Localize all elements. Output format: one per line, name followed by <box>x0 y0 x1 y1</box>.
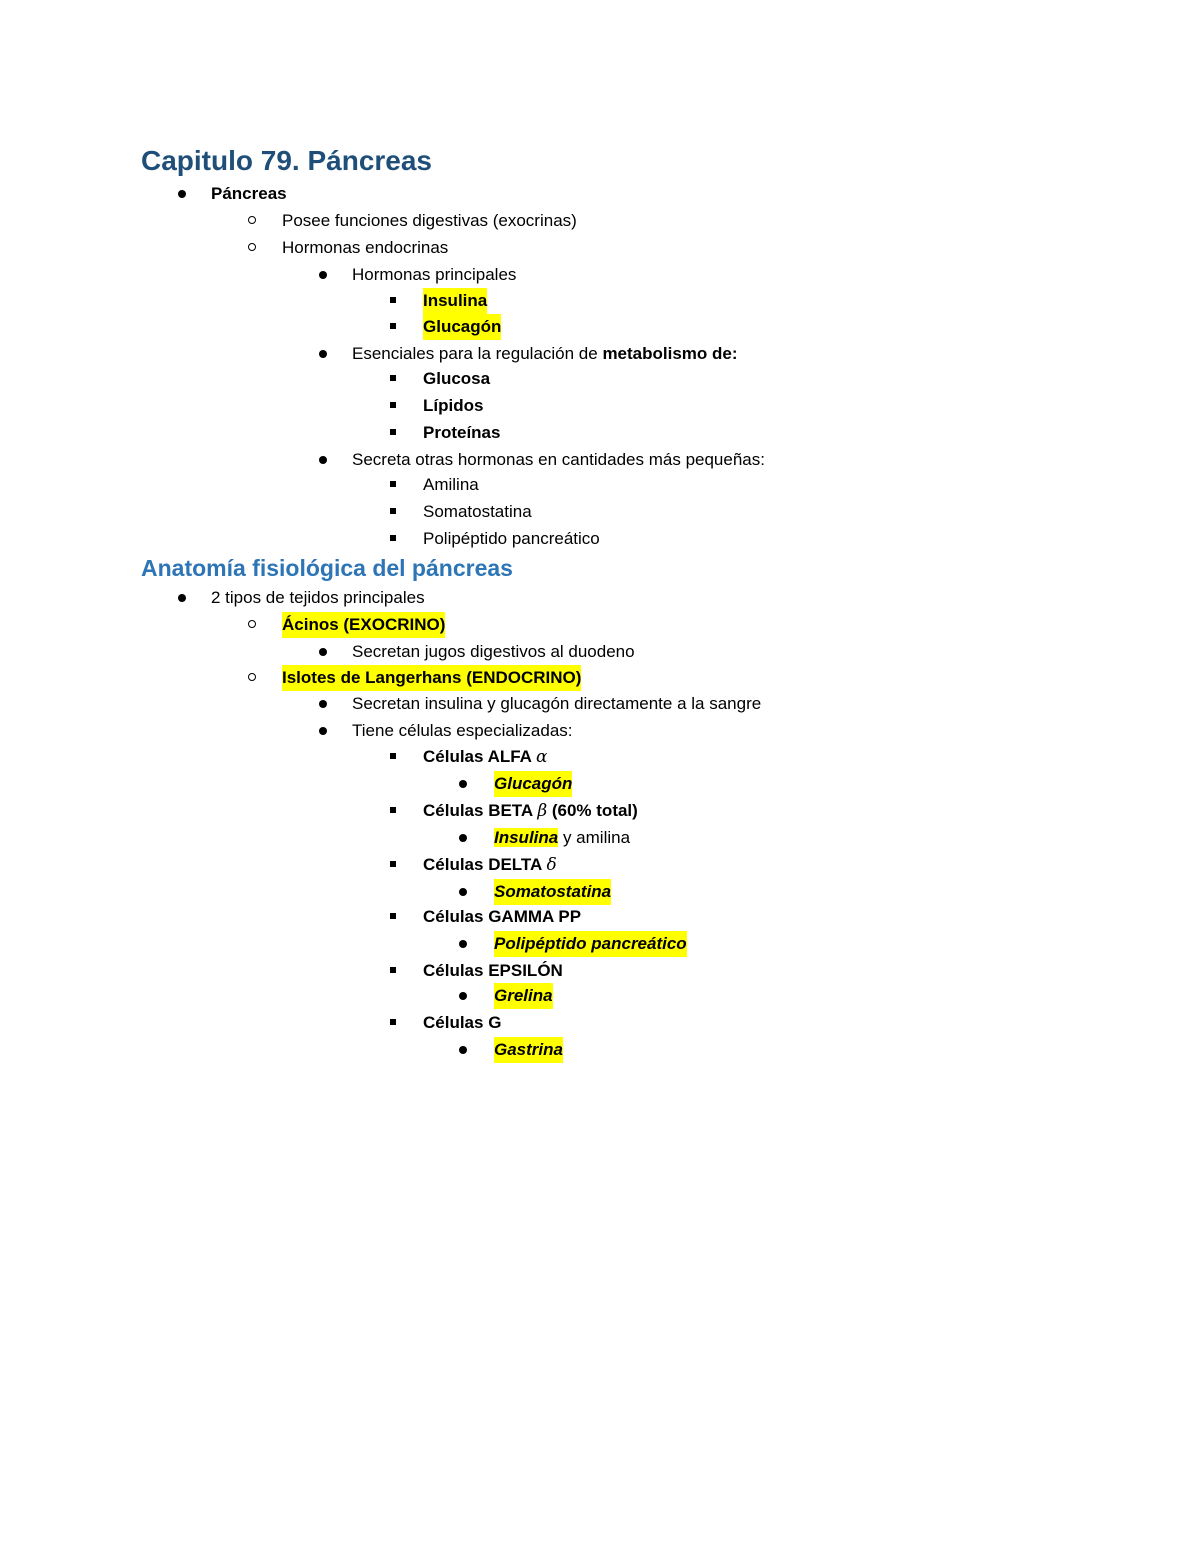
bullet-square-icon <box>387 314 401 340</box>
bullet-circle-icon <box>246 208 260 234</box>
bullet-disc-icon <box>316 262 330 288</box>
bullet-square-icon <box>387 798 401 824</box>
bullet-disc-icon <box>175 181 189 207</box>
page-title: Capitulo 79. Páncreas <box>141 145 433 176</box>
beta-symbol: β <box>537 801 548 821</box>
bullet-circle-icon <box>246 612 260 638</box>
bullet-disc-icon <box>456 931 470 957</box>
bullet-disc-icon <box>456 983 470 1009</box>
bullet-disc-icon <box>316 691 330 717</box>
bullet-disc-icon <box>316 639 330 665</box>
bullet-disc-icon <box>316 718 330 744</box>
bullet-disc-icon <box>316 341 330 367</box>
bullet-square-icon <box>387 499 401 525</box>
alpha-symbol: α <box>536 747 548 767</box>
bullet-square-icon <box>387 1010 401 1036</box>
bullet-disc-icon <box>316 447 330 473</box>
bullet-disc-icon <box>456 825 470 851</box>
section-heading: Anatomía fisiológica del páncreas <box>141 555 513 581</box>
bullet-square-icon <box>387 393 401 419</box>
bullet-square-icon <box>387 420 401 446</box>
bullet-square-icon <box>387 366 401 392</box>
bullet-square-icon <box>387 526 401 552</box>
bullet-square-icon <box>387 744 401 770</box>
bullet-square-icon <box>387 288 401 314</box>
bullet-square-icon <box>387 852 401 878</box>
bullet-square-icon <box>387 904 401 930</box>
bullet-disc-icon <box>456 1037 470 1063</box>
bullet-disc-icon <box>456 771 470 797</box>
bullet-disc-icon <box>175 585 189 611</box>
bullet-square-icon <box>387 958 401 984</box>
document-page: Capitulo 79. Páncreas Páncreas Posee funciones digestivas (exocrinas) Hormonas endocrinas Hormonas principales Insulina Glucagón Esenciales para la regulación de metabolismo de: Glucosa Lípidos Proteínas Secreta otras hormonas en cantidades más pequeñas: Amilina Somatostatina Polipéptido pancreático Anatomía fisiológica del páncreas 2 tipos de tejidos principales Ácinos (EXOCRINO) Secretan jugos digestivos al duodeno Islotes de Langerhans (ENDOCRINO) Secretan insulina y glucagón directamente a la sangre Tiene células especializadas: Células ALFA α Glucagón Células BETA β (60% total) Insulina y amilina Células DELTA δ Somatostatina Células GAMMA PP Polipéptido pancreático Células EPSILÓN Grelina Células G Gastrina <box>0 0 1200 1553</box>
bullet-circle-icon <box>246 665 260 691</box>
bullet-disc-icon <box>456 879 470 905</box>
bullet-square-icon <box>387 472 401 498</box>
bullet-circle-icon <box>246 235 260 261</box>
delta-symbol: δ <box>546 855 557 875</box>
